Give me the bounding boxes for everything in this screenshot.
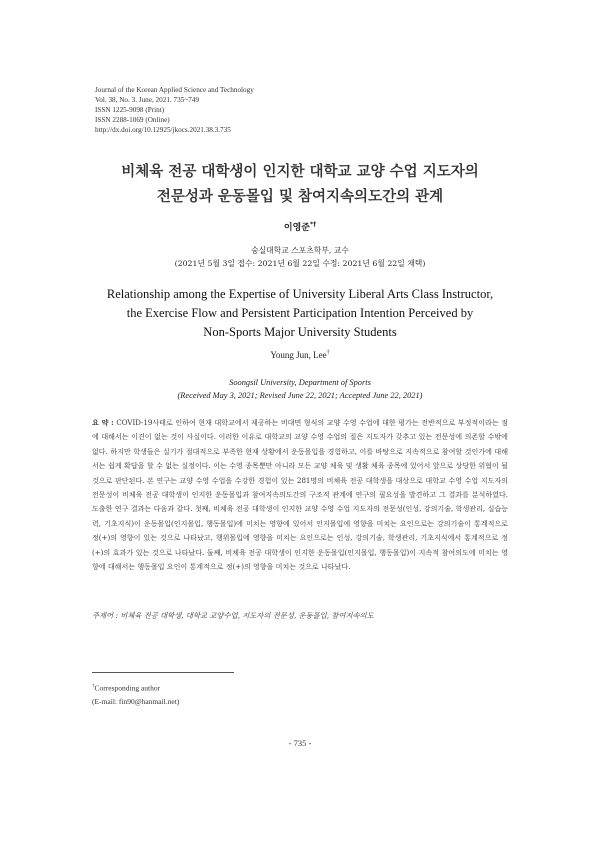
english-title [0, 285, 600, 342]
abstract-body: COVID-19사태로 인하여 현재 대학교에서 제공하는 비대면 형식의 교양 수영 수업에 대한 평가는 전반적으로 부정적이라는 점에 대해서는 이견이 없는 것이 사실이다. 이러한 이유로 대학교의 교양 수영 수업의 질은 지도자가 갖추고 있는 전문성에 의존할 수밖에 없다. 하지만 학생들은 실기가 절대적으로 부족한 현재 상황에서 운동몰입을 경험하고, 이를 바탕으로 지속적으로 참여할 것인가에 대해서는 쉽게 확답을 할 수 없는 실정이다. 이는 수영 종목뿐만 아니라 모든 교양 체육 및 생활 체육 종목에 있어서 앞으로 상당한 위협이 될 것으로 판단된다. 본 연구는 교양 수영 수업을 수강한 경험이 있는 281명의 비체육 전공 대학생을 대상으로 대학교 수영 수업 지도자의 전문성이 비체육 전공 대학생이 인지한 운동몰입과 참여지속의도간의 구조적 관계에 연구의 필요성을 발견하고 그 결과를 분석하였다. 도출한 연구 결과는 다음과 같다. 첫째, 비체육 전공 대학생이 인지한 교양 수영 수업 지도자의 전문성(인성, 강의기술, 학생관리, 실습능력, 기초지식)이 운동몰입(인지몰입, 행동몰입)에 미치는 영향에 있어서 인지몰입에 영향을 미치는 요인으로는 강의기술이 통계적으로 정(+)의 영향이 있는 것으로 나타났고, 행위몰입에 영향을 미치는 요인으로는 인성, 강의기술, 학생관리, 기초지식에서 통계적으로 정(+)의 효과가 있는 것으로 나타났다. 둘째, 비체육 전공 대학생이 인지한 운동몰입(인지몰입, 행동몰입)이 지속적 참여의도에 미치는 영향에 대해서는 행동몰입 요인이 통계적으로 정(+)의 영향을 미치는 것으로 나타났다. [92, 418, 509, 572]
english-title-line-1: Relationship among the Expertise of University Liberal Arts Class Instructor, [106, 287, 494, 301]
korean-affiliation: 숭실대학교 스포츠학부, 교수 [251, 246, 349, 255]
english-author-mark: † [326, 350, 330, 356]
korean-author-mark: *† [309, 221, 317, 228]
journal-volume: Vol. 38, No. 3. June, 2021. 735~749 [95, 96, 199, 104]
english-dates: (Received May 3, 2021; Revised June 22, 2021; Accepted June 22, 2021) [177, 391, 423, 400]
footnote-mark: † [92, 684, 95, 689]
english-affiliation-block [0, 376, 600, 402]
page-number: - 735 - [288, 738, 312, 748]
english-title-line-2: the Exercise Flow and Persistent Participation Intention Perceived by [126, 306, 474, 320]
footnote-divider [92, 672, 234, 673]
english-title-line-3: Non-Sports Major University Students [203, 325, 397, 339]
english-affiliation: Soongsil University, Department of Sports [229, 378, 371, 387]
journal-info [95, 85, 254, 135]
abstract-label: 요 약 : [92, 418, 114, 427]
korean-author-name: 이영준 [283, 223, 310, 233]
journal-issn-print: ISSN 1225-9098 (Print) [95, 106, 165, 114]
footnote-email: (E-mail: fin90@hanmail.net) [92, 696, 180, 706]
korean-dates: (2021년 5월 3일 접수: 2021년 6월 22일 수정: 2021년 6월 22일 채택) [174, 259, 426, 268]
english-author [0, 350, 600, 360]
footnote-corresponding: Corresponding author [94, 683, 161, 693]
journal-doi[interactable]: http://dx.doi.org/10.12925/jkocs.2021.38.3.735 [95, 126, 231, 134]
korean-title-line-2: 전문성과 운동몰입 및 참여지속의도간의 관계 [156, 189, 444, 205]
journal-name: Journal of the Korean Applied Science and Technology [95, 86, 254, 94]
english-author-name: Young Jun, Lee [270, 350, 327, 360]
abstract [92, 416, 508, 574]
korean-title [0, 160, 600, 210]
keywords: 주제어 : 비체육 전공 대학생, 대학교 교양수업, 지도자의 전문성, 운동몰입, 참여지속의도 [92, 611, 374, 620]
footnote [92, 680, 179, 708]
journal-issn-online: ISSN 2288-1069 (Online) [95, 116, 170, 124]
korean-affiliation-block [0, 244, 600, 270]
korean-title-line-1: 비체육 전공 대학생이 인지한 대학교 교양 수업 지도자의 [121, 164, 479, 180]
korean-author [0, 220, 600, 233]
